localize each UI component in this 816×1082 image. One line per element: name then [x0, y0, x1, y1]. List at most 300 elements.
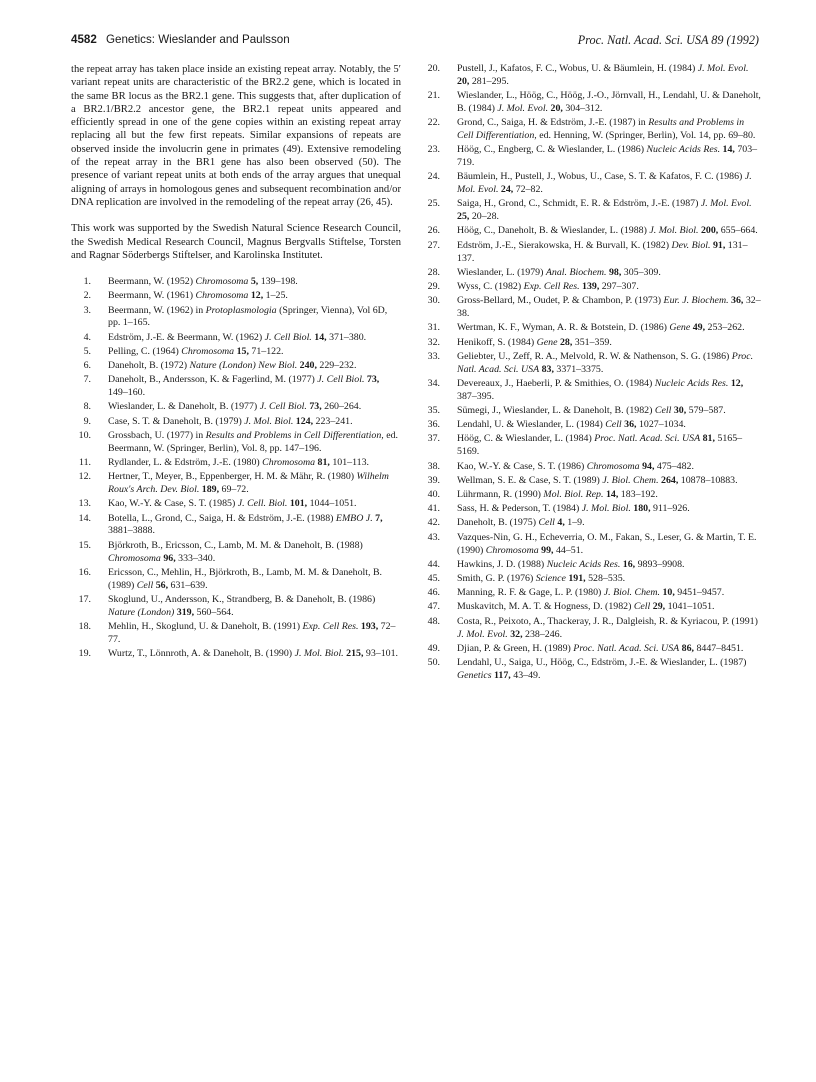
reference-item	[71, 290, 401, 303]
reference-number: 1.	[83, 276, 91, 288]
reference-pages: 387–395.	[457, 390, 495, 402]
reference-item	[420, 489, 763, 502]
reference-pages: 139–198.	[260, 276, 298, 288]
reference-journal: Gene	[536, 336, 558, 348]
reference-authors: Rydlander, L. & Edström, J.-E. (1980)	[108, 457, 260, 469]
reference-pages: 43–49.	[513, 669, 541, 681]
reference-journal: J. Mol. Evol.	[457, 171, 752, 196]
reference-authors: Grossbach, U. (1977) in	[108, 429, 204, 441]
reference-item	[71, 567, 401, 593]
reference-number: 13.	[78, 498, 91, 510]
reference-item	[420, 117, 763, 143]
reference-item	[420, 295, 763, 321]
reference-number: 27.	[427, 239, 440, 251]
reference-item	[420, 532, 763, 558]
reference-item	[420, 322, 763, 335]
reference-volume: 193,	[360, 620, 379, 632]
reference-volume: 94,	[642, 460, 655, 472]
reference-number: 33.	[427, 350, 440, 362]
reference-number: 12.	[78, 471, 91, 483]
reference-item	[71, 346, 401, 359]
reference-number: 20.	[427, 63, 440, 74]
reference-journal: Chromosoma	[485, 544, 539, 556]
reference-journal: J. Cell. Biol.	[237, 498, 288, 510]
reference-journal: Chromosoma	[108, 552, 161, 564]
reference-item	[420, 144, 763, 170]
reference-journal: J. Biol. Chem.	[602, 474, 659, 486]
reference-volume: 191,	[568, 572, 586, 584]
reference-authors: Gross-Bellard, M., Oudet, P. & Chambon, P. (1973)	[457, 295, 662, 307]
reference-journal: Chromosoma	[586, 460, 640, 472]
reference-pages: 253–262.	[707, 322, 745, 334]
reference-list-right	[420, 63, 763, 683]
reference-volume: 189,	[201, 484, 220, 496]
reference-volume: 10,	[662, 587, 675, 599]
reference-item	[420, 643, 763, 656]
reference-volume: 240,	[299, 360, 317, 372]
reference-number: 2.	[83, 290, 91, 302]
page-header	[71, 33, 759, 51]
reference-number: 41.	[427, 503, 440, 515]
reference-authors: Lührmann, R. (1990)	[457, 488, 541, 500]
reference-authors: Djian, P. & Green, H. (1989)	[457, 642, 571, 654]
reference-volume: 319,	[176, 606, 195, 618]
reference-number: 30.	[427, 295, 440, 307]
reference-item	[420, 281, 763, 294]
reference-pages: 101–113.	[332, 457, 369, 469]
right-column	[420, 63, 763, 684]
reference-pages: 297–307.	[601, 281, 639, 293]
reference-number: 19.	[78, 647, 91, 659]
reference-item	[420, 225, 763, 238]
reference-volume: 200,	[700, 225, 719, 237]
reference-journal: Genetics	[457, 669, 492, 681]
reference-authors: Lendahl, U. & Wieslander, L. (1984)	[457, 419, 603, 431]
reference-item	[71, 416, 401, 429]
reference-authors: Beermann, W. (1962) in	[108, 304, 204, 316]
reference-volume: 73,	[309, 401, 322, 413]
reference-pages: 9893–9908.	[637, 558, 685, 570]
reference-number: 10.	[78, 429, 91, 441]
reference-pages: 5165–5169.	[457, 433, 743, 458]
reference-number: 31.	[427, 322, 440, 334]
reference-pages: 1–25.	[265, 290, 288, 302]
reference-authors: Vazques-Nin, G. H., Echeverria, O. M., Fakan, S., Leser, G. & Martin, T. E. (1990)	[457, 531, 757, 556]
reference-journal: Chromosoma	[195, 290, 249, 302]
reference-authors: Henikoff, S. (1984)	[457, 336, 535, 348]
reference-volume: 139,	[582, 281, 600, 293]
reference-item	[71, 621, 401, 647]
reference-item	[420, 573, 763, 586]
reference-authors: Höög, C. & Wieslander, L. (1984)	[457, 433, 592, 445]
reference-volume: 180,	[633, 503, 651, 515]
reference-number: 37.	[427, 433, 440, 445]
reference-journal: Cell	[654, 404, 672, 416]
reference-authors: Höög, C., Daneholt, B. & Wieslander, L. (1988)	[457, 225, 647, 237]
reference-number: 22.	[427, 117, 440, 129]
reference-authors: Wieslander, L., Höög, C., Höög, J.-O., Jörnvall, H., Lendahl, U. & Daneholt, B. (1984)	[457, 90, 761, 114]
reference-pages: 703–719.	[457, 144, 758, 169]
reference-journal: Science	[535, 572, 566, 584]
reference-item	[420, 171, 763, 197]
reference-authors: Pustell, J., Kafatos, F. C., Wobus, U. & Bäumlein, H. (1984)	[457, 63, 696, 74]
reference-volume: 36,	[731, 295, 744, 307]
reference-authors: Lendahl, U., Saiga, U., Höög, C., Edström, J.-E. & Wieslander, L. (1987)	[457, 657, 747, 668]
journal-citation: Proc. Natl. Acad. Sci. USA 89 (1992)	[577, 33, 759, 47]
reference-pages: 260–264.	[324, 401, 362, 413]
reference-pages: (Springer, Vienna), Vol 6D, pp. 1–165.	[108, 304, 388, 329]
reference-item	[420, 517, 763, 530]
reference-number: 4.	[83, 331, 91, 343]
reference-number: 18.	[78, 620, 91, 632]
reference-volume: 24,	[500, 184, 514, 196]
reference-journal: Eur. J. Biochem.	[663, 295, 729, 307]
reference-journal: J. Cell Biol.	[259, 401, 307, 413]
reference-item	[420, 378, 763, 404]
reference-journal: Cell	[538, 517, 555, 529]
left-column	[71, 63, 401, 662]
reference-pages: 911–926.	[653, 503, 690, 515]
reference-authors: Wyss, C. (1982)	[457, 281, 522, 293]
reference-pages: 560–564.	[196, 606, 234, 618]
reference-journal: Cell	[136, 579, 154, 591]
reference-volume: 73,	[366, 374, 380, 386]
reference-journal: Proc. Natl. Acad. Sci. USA	[594, 433, 701, 445]
reference-authors: Beermann, W. (1952)	[108, 276, 194, 288]
reference-journal: J. Cell Biol.	[264, 331, 312, 343]
reference-pages: 579–587.	[688, 404, 726, 416]
reference-journal: EMBO J.	[335, 512, 373, 524]
reference-pages: 304–312.	[565, 102, 603, 114]
reference-authors: Wurtz, T., Lönnroth, A. & Daneholt, B. (1990)	[108, 647, 293, 659]
reference-authors: Manning, R. F. & Gage, L. P. (1980)	[457, 587, 602, 599]
reference-item	[71, 471, 401, 497]
reference-item	[71, 430, 401, 456]
reference-volume: 20,	[550, 102, 563, 114]
reference-volume: 36,	[624, 419, 637, 431]
reference-volume: 56,	[155, 579, 169, 591]
reference-item	[71, 276, 401, 289]
reference-item	[420, 90, 763, 116]
reference-number: 42.	[427, 517, 440, 529]
reference-authors: Skoglund, U., Andersson, K., Strandberg, B. & Daneholt, B. (1986)	[108, 593, 376, 605]
reference-pages: 3881–3888.	[108, 525, 155, 537]
reference-authors: Daneholt, B., Andersson, K. & Fagerlind, M. (1977)	[108, 374, 315, 386]
reference-authors: Hawkins, J. D. (1988)	[457, 558, 545, 570]
reference-volume: 99,	[541, 544, 554, 556]
reference-number: 39.	[427, 474, 440, 486]
page-number: 4582	[71, 33, 97, 46]
reference-journal: Nature (London) New Biol.	[189, 360, 298, 372]
reference-pages: 3371–3375.	[556, 363, 604, 375]
reference-item	[420, 587, 763, 600]
reference-pages: 10878–10883.	[680, 474, 738, 486]
reference-item	[71, 360, 401, 373]
reference-pages: 93–101.	[365, 647, 398, 659]
reference-pages: 9451–9457.	[677, 587, 725, 599]
reference-number: 24.	[427, 171, 440, 183]
reference-authors: Sümegi, J., Wieslander, L. & Daneholt, B. (1982)	[457, 404, 653, 416]
reference-item	[71, 513, 401, 539]
reference-volume: 86,	[681, 642, 694, 654]
reference-authors: Kao, W.-Y. & Case, S. T. (1986)	[457, 460, 585, 472]
reference-authors: Case, S. T. & Daneholt, B. (1979)	[108, 415, 242, 427]
reference-pages: 528–535.	[588, 572, 626, 584]
reference-authors: Ericsson, C., Mehlin, H., Björkroth, B., Lamb, M. M. & Daneholt, B. (1989)	[108, 566, 383, 591]
reference-item	[71, 540, 401, 566]
reference-authors: Wertman, K. F., Wyman, A. R. & Botstein, D. (1986)	[457, 322, 667, 334]
reference-volume: 81,	[702, 433, 715, 445]
reference-journal: Nucleic Acids Res.	[646, 144, 721, 156]
reference-number: 48.	[427, 615, 440, 627]
reference-volume: 28,	[559, 336, 573, 348]
reference-number: 8.	[83, 401, 91, 413]
reference-volume: 101,	[289, 498, 308, 510]
running-title: Genetics: Wieslander and Paulsson	[106, 33, 290, 46]
reference-number: 11.	[79, 457, 91, 469]
reference-volume: 7,	[375, 512, 383, 524]
reference-journal: Proc. Natl. Acad. Sci. USA	[573, 642, 680, 654]
reference-journal: Results and Problems in Cell Differentiation,	[205, 429, 384, 441]
reference-authors: Daneholt, B. (1972)	[108, 360, 187, 372]
reference-volume: 16,	[622, 558, 636, 570]
reference-volume: 83,	[541, 363, 554, 375]
reference-journal: Exp. Cell Res.	[523, 281, 580, 293]
reference-pages: 8447–8451.	[696, 642, 744, 654]
reference-item	[420, 240, 763, 266]
reference-item	[420, 559, 763, 572]
reference-number: 47.	[427, 601, 440, 613]
reference-authors: Beermann, W. (1961)	[108, 290, 194, 302]
reference-item	[71, 648, 401, 661]
reference-volume: 264,	[661, 474, 679, 486]
reference-journal: Protoplasmologia	[205, 304, 277, 316]
reference-pages: 229–232.	[319, 360, 357, 372]
reference-volume: 5,	[250, 276, 259, 288]
reference-pages: 69–72.	[221, 484, 249, 496]
reference-volume: 91,	[712, 239, 726, 251]
reference-authors: Hertner, T., Meyer, B., Eppenberger, H. M. & Mähr, R. (1980)	[108, 471, 355, 483]
reference-number: 36.	[427, 419, 440, 431]
reference-number: 17.	[78, 593, 91, 605]
reference-journal: Nucleic Acids Res.	[654, 377, 729, 389]
reference-authors: Costa, R., Peixoto, A., Thackeray, J. R., Dalgleish, R. & Kyriacou, P. (1991)	[457, 615, 758, 627]
reference-authors: Edström, J.-E., Sierakowska, H. & Burvall, K. (1982)	[457, 239, 670, 251]
reference-volume: 29,	[652, 601, 666, 613]
reference-pages: 20–28.	[471, 211, 499, 223]
reference-pages: 1041–1051.	[667, 601, 715, 613]
reference-item	[420, 461, 763, 474]
reference-item	[420, 337, 763, 350]
reference-item	[420, 601, 763, 614]
reference-volume: 14,	[605, 488, 619, 500]
reference-number: 35.	[427, 404, 440, 416]
acknowledgments: This work was supported by the Swedish Natural Science Research Council, the Swedish Medical Research Council, Magnus Bergvalls Stiftelse, Torsten and Ragnar Söderbergs Stiftelser, and Karolinska Institutet.	[71, 223, 401, 261]
reference-number: 38.	[427, 460, 440, 472]
reference-item	[71, 305, 401, 331]
reference-pages: 149–160.	[108, 387, 146, 399]
reference-pages: 238–246.	[525, 628, 563, 640]
reference-item	[71, 332, 401, 345]
reference-volume: 25,	[457, 211, 470, 223]
reference-number: 40.	[427, 488, 440, 500]
reference-item	[71, 401, 401, 414]
reference-volume: 81,	[317, 457, 330, 469]
reference-item	[420, 267, 763, 280]
reference-pages: 333–340.	[178, 552, 216, 564]
reference-volume: 15,	[236, 345, 249, 357]
reference-number: 5.	[83, 345, 91, 357]
reference-journal: Mol. Biol. Rep.	[543, 488, 604, 500]
reference-journal: Cell	[633, 601, 651, 613]
reference-volume: 96,	[163, 552, 176, 564]
reference-volume: 117,	[494, 669, 511, 681]
reference-authors: Edström, J.-E. & Beermann, W. (1962)	[108, 331, 263, 343]
reference-authors: Devereaux, J., Haeberli, P. & Smithies, O. (1984)	[457, 377, 653, 389]
reference-number: 3.	[83, 304, 91, 316]
reference-authors: Saiga, H., Grond, C., Schmidt, E. R. & Edström, J.-E. (1987)	[457, 198, 699, 210]
reference-authors: Sass, H. & Pederson, T. (1984)	[457, 503, 580, 515]
reference-item	[420, 503, 763, 516]
reference-journal: Cell	[605, 419, 622, 431]
reference-number: 25.	[427, 198, 440, 210]
reference-authors: Geliebter, U., Zeff, R. A., Melvold, R. W. & Nathenson, S. G. (1986)	[457, 350, 730, 362]
reference-journal: J. Mol. Evol.	[697, 63, 749, 74]
reference-pages: 655–664.	[720, 225, 758, 237]
reference-volume: 98,	[608, 266, 622, 278]
reference-pages: 223–241.	[315, 415, 353, 427]
reference-authors: Bäumlein, H., Pustell, J., Wobus, U., Case, S. T. & Kafatos, F. C. (1986)	[457, 171, 743, 183]
reference-pages: 1044–1051.	[309, 498, 357, 510]
reference-journal: J. Mol. Biol.	[581, 503, 631, 515]
reference-item	[71, 457, 401, 470]
reference-journal: Chromosoma	[195, 276, 249, 288]
reference-number: 7.	[83, 374, 91, 386]
reference-volume: 14,	[722, 144, 735, 156]
reference-journal: Anal. Biochem.	[545, 266, 607, 278]
reference-number: 49.	[427, 642, 440, 654]
reference-pages: 1027–1034.	[638, 419, 686, 431]
reference-item	[420, 433, 763, 459]
reference-item	[71, 374, 401, 400]
reference-pages: 183–192.	[620, 488, 658, 500]
reference-journal: Nature (London)	[108, 606, 175, 618]
reference-authors: Muskavitch, M. A. T. & Hogness, D. (1982)	[457, 601, 632, 613]
reference-volume: 14,	[314, 331, 327, 343]
reference-item	[420, 63, 763, 89]
reference-journal: Nucleic Acids Res.	[546, 558, 621, 570]
reference-number: 21.	[427, 90, 440, 102]
reference-journal: J. Mol. Evol.	[497, 102, 549, 114]
reference-pages: ed. Beermann, W. (Springer, Berlin), Vol. 8, pp. 147–196.	[108, 429, 399, 454]
reference-number: 45.	[427, 572, 440, 584]
reference-number: 6.	[83, 360, 91, 372]
reference-journal: Gene	[669, 322, 691, 334]
reference-pages: 131–137.	[457, 239, 748, 264]
reference-volume: 12,	[730, 377, 744, 389]
reference-number: 26.	[427, 225, 440, 237]
reference-number: 34.	[427, 377, 440, 389]
reference-pages: ed. Henning, W. (Springer, Berlin), Vol. 14, pp. 69–80.	[539, 130, 756, 141]
reference-authors: Pelling, C. (1964)	[108, 345, 179, 357]
reference-item	[420, 475, 763, 488]
reference-journal: J. Biol. Chem.	[603, 587, 661, 599]
reference-journal: J. Mol. Biol.	[294, 647, 344, 659]
reference-number: 9.	[83, 415, 91, 427]
body-paragraph: the repeat array has taken place inside an existing repeat array. Notably, the 5′ variant repeat units are characteristic of the BR2.2 gene, which is located in the same BR locus as the BR2.1 gene. This suggests that, after duplication of a BR2.1/BR2.2 ancestor gene, the BR2.1 repeat units appeared and efficiently spread in one of the gene copies within an existing repeat array replacing all but the few first repeats. Similar expansions of repeats are observed inside the involucrin gene in primates (49). Extensive remodeling of the repeat array in the BR1 gene has also been observed (50). The presence of variant repeat units at both ends of the array argues that unequal aligning of arrays in homologous genes and subsequent recombination and/or DNA replication are involved in the remodeling of the repeat array (26, 45).	[71, 64, 401, 208]
reference-pages: 72–77.	[108, 620, 396, 645]
reference-journal: Proc. Natl. Acad. Sci. USA	[457, 350, 754, 375]
reference-authors: Björkroth, B., Ericsson, C., Lamb, M. M. & Daneholt, B. (1988)	[108, 539, 363, 551]
reference-authors: Botella, L., Grond, C., Saiga, H. & Edström, J.-E. (1988)	[108, 512, 334, 524]
reference-journal: Exp. Cell Res.	[302, 620, 359, 632]
reference-volume: 20,	[457, 75, 470, 87]
reference-journal: J. Mol. Evol.	[700, 198, 752, 210]
reference-volume: 12,	[250, 290, 264, 302]
reference-volume: 49,	[692, 322, 706, 334]
reference-item	[420, 351, 763, 377]
reference-authors: Höög, C., Engberg, C. & Wieslander, L. (1986)	[457, 144, 644, 156]
reference-journal: Chromosoma	[262, 457, 316, 469]
reference-journal: J. Mol. Biol.	[244, 415, 294, 427]
reference-pages: 475–482.	[656, 460, 694, 472]
reference-pages: 351–359.	[574, 336, 612, 348]
reference-list-left	[71, 276, 401, 661]
reference-item	[420, 616, 763, 642]
reference-pages: 281–295.	[471, 75, 509, 87]
reference-authors: Mehlin, H., Skoglund, U. & Daneholt, B. (1991)	[108, 620, 301, 632]
reference-authors: Smith, G. P. (1976)	[457, 572, 534, 584]
reference-volume: 32,	[510, 628, 523, 640]
reference-volume: 215,	[346, 647, 364, 659]
reference-number: 32.	[427, 336, 440, 348]
reference-journal: Wilhelm Roux's Arch. Dev. Biol.	[108, 471, 389, 496]
reference-authors: Wieslander, L. & Daneholt, B. (1977)	[108, 401, 258, 413]
reference-journal: Dev. Biol.	[671, 239, 711, 251]
reference-journal: J. Mol. Biol.	[649, 225, 699, 237]
reference-item	[420, 198, 763, 224]
reference-number: 28.	[427, 266, 440, 278]
reference-pages: 1–9.	[567, 517, 585, 529]
reference-item	[420, 419, 763, 432]
reference-number: 50.	[427, 657, 440, 668]
reference-pages: 72–82.	[515, 184, 543, 196]
reference-number: 29.	[427, 281, 440, 293]
reference-volume: 30,	[673, 404, 687, 416]
reference-journal: Chromosoma	[181, 345, 235, 357]
reference-journal: J. Cell Biol.	[317, 374, 365, 386]
reference-number: 15.	[78, 539, 91, 551]
reference-volume: 124,	[295, 415, 314, 427]
reference-pages: 44–51.	[555, 544, 584, 556]
reference-number: 46.	[427, 587, 440, 599]
reference-authors: Grond, C., Saiga, H. & Edström, J.-E. (1987) in	[457, 117, 646, 129]
reference-item	[420, 405, 763, 418]
reference-pages: 371–380.	[329, 331, 367, 343]
reference-authors: Wellman, S. E. & Case, S. T. (1989)	[457, 474, 600, 486]
reference-pages: 305–309.	[623, 266, 661, 278]
reference-number: 16.	[78, 566, 91, 578]
reference-pages: 631–639.	[170, 579, 208, 591]
reference-number: 43.	[427, 531, 440, 543]
reference-item	[420, 657, 763, 683]
reference-authors: Daneholt, B. (1975)	[457, 517, 536, 529]
reference-journal: Results and Problems in Cell Differentiation,	[457, 117, 745, 141]
reference-number: 44.	[427, 558, 440, 570]
reference-number: 14.	[78, 512, 91, 524]
reference-number: 23.	[427, 144, 440, 156]
reference-item	[71, 498, 401, 511]
